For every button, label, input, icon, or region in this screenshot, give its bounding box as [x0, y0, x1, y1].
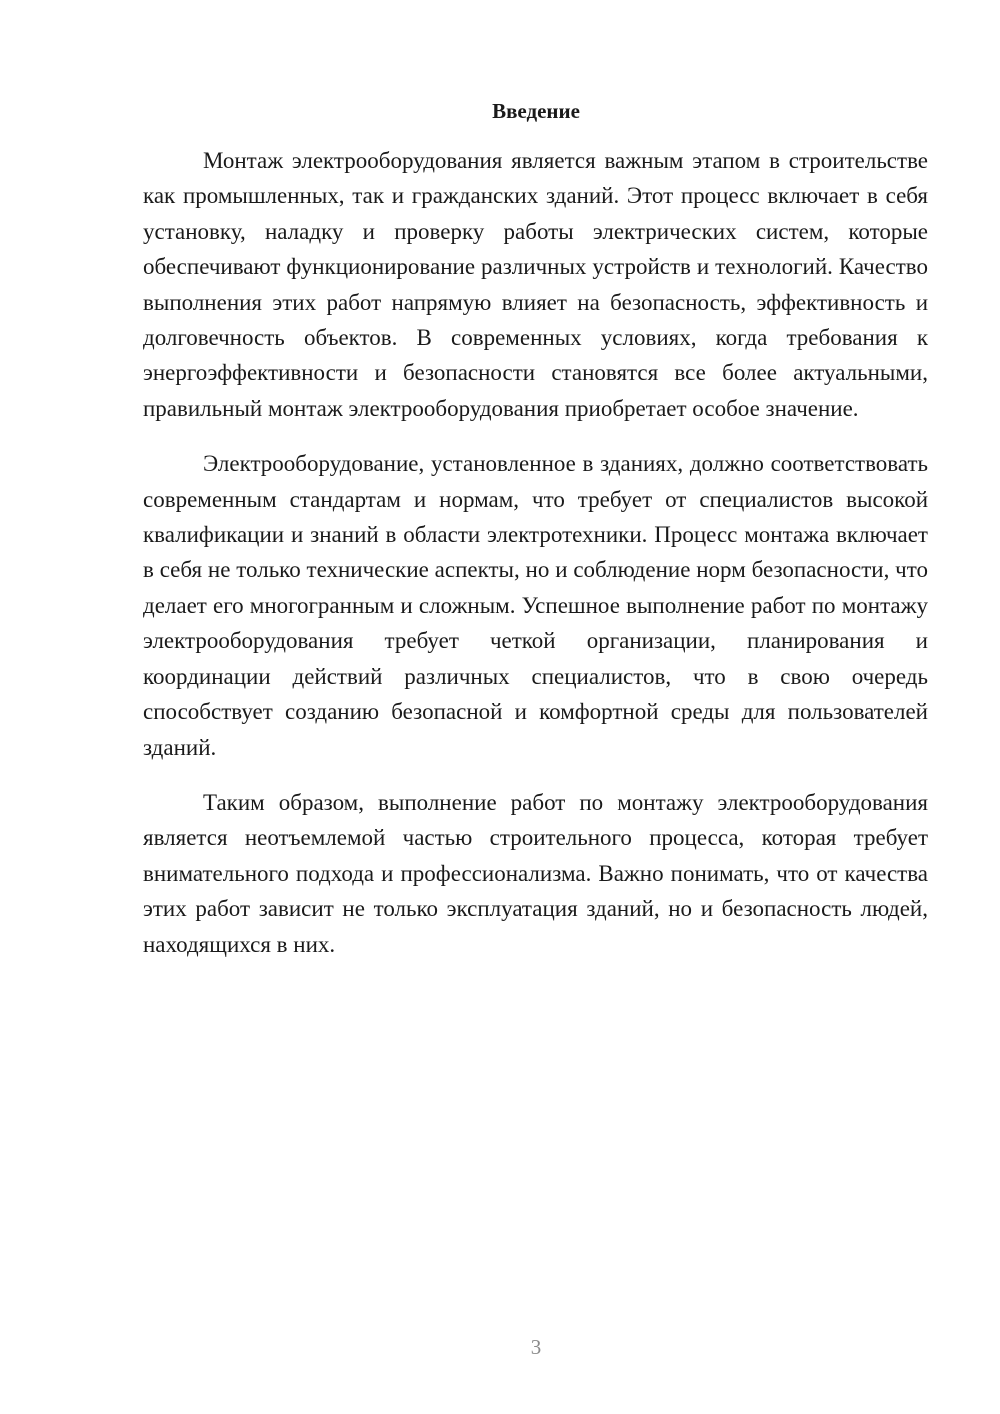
body-text [143, 143, 928, 982]
page-number: 3 [530, 1335, 542, 1359]
paragraph-3: Таким образом, выполнение работ по монтажу электрооборудования является неотъемлемой частью строительного процесса, которая требует внимательного подхода и профессионализма. Важно понимать, что от качества этих работ зависит не только эксплуатация зданий, но и безопасность людей, находящихся в них. [143, 789, 928, 957]
paragraph-1: Монтаж электрооборудования является важным этапом в строительстве как промышленных, так и гражданских зданий. Этот процесс включает в себя установку, наладку и проверку работы электрических систем, которые обеспечивают функционирование различных устройств и технологий. Качество выполнения этих работ напрямую влияет на безопасность, эффективность и долговечность объектов. В современных условиях, когда требования к энергоэффективности и безопасности становятся все более актуальными, правильный монтаж электрооборудования приобретает особое значение. [143, 148, 928, 421]
section-title: Введение [492, 99, 580, 123]
paragraph-2: Электрооборудование, установленное в зданиях, должно соответствовать современным стандартам и нормам, что требует от специалистов высокой квалификации и знаний в области электротехники. Процесс монтажа включает в себя не только технические аспекты, но и соблюдение норм безопасности, что делает его многогранным и сложным. Успешное выполнение работ по монтажу электрооборудования требует четкой организации, планирования и координации действий различных специалистов, что в свою очередь способствует созданию безопасной и комфортной среды для пользователей зданий. [143, 451, 928, 760]
